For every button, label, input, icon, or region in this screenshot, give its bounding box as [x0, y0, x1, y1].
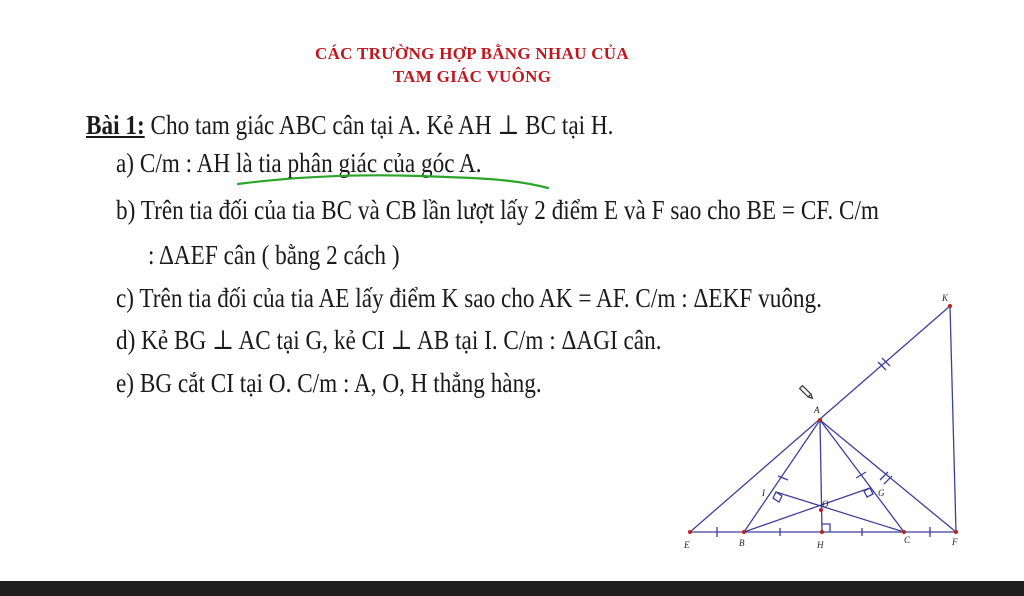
- point-b: [742, 530, 746, 534]
- bottom-bar: [0, 581, 1024, 596]
- point-f: [954, 530, 958, 534]
- item-a-prefix: a) C/m :: [116, 148, 197, 178]
- point-c: [902, 530, 906, 534]
- exercise-label: Bài 1:: [86, 110, 145, 140]
- point-e: [688, 530, 692, 534]
- exercise-statement: Cho tam giác ABC cân tại A. Kẻ AH ⊥ BC tại H.: [150, 110, 614, 140]
- label-e: E: [684, 540, 690, 550]
- pencil-icon: [800, 386, 814, 400]
- segment-ah: [820, 420, 822, 532]
- page-title-line-2: TAM GIÁC VUÔNG: [392, 67, 552, 86]
- point-k: [948, 304, 952, 308]
- item-d: d) Kẻ BG ⊥ AC tại G, kẻ CI ⊥ AB tại I. C/m : ΔAGI cân.: [116, 325, 662, 355]
- tick-ac: [856, 472, 866, 478]
- label-c: C: [904, 535, 911, 545]
- segment-af: [820, 420, 956, 532]
- item-a-underlined: AH là tia phân giác của góc A.: [196, 148, 482, 178]
- label-i: I: [762, 488, 765, 498]
- green-underline-mark: [238, 175, 548, 188]
- label-f: F: [952, 537, 958, 547]
- label-h: H: [817, 540, 824, 550]
- segment-kf: [950, 306, 956, 532]
- item-b-line-1: b) Trên tia đối của tia BC và CB lần lượt lấy 2 điểm E và F sao cho BE = CF. C/m: [116, 195, 879, 225]
- label-a: A: [814, 405, 820, 415]
- point-h: [820, 530, 824, 534]
- label-g: G: [878, 488, 885, 498]
- label-k: K: [942, 293, 949, 303]
- label-b: B: [739, 538, 745, 548]
- point-a: [818, 418, 822, 422]
- page-title-line-1: CÁC TRƯỜNG HỢP BẰNG NHAU CỦA: [315, 44, 629, 63]
- item-b-line-2: : ΔAEF cân ( bằng 2 cách ): [148, 240, 400, 270]
- label-o: O: [822, 499, 829, 509]
- item-c: c) Trên tia đối của tia AE lấy điểm K sao cho AK = AF. C/m : ΔEKF vuông.: [116, 283, 822, 313]
- tick-af-2: [884, 476, 892, 484]
- item-e: e) BG cắt CI tại O. C/m : A, O, H thẳng hàng.: [116, 368, 542, 398]
